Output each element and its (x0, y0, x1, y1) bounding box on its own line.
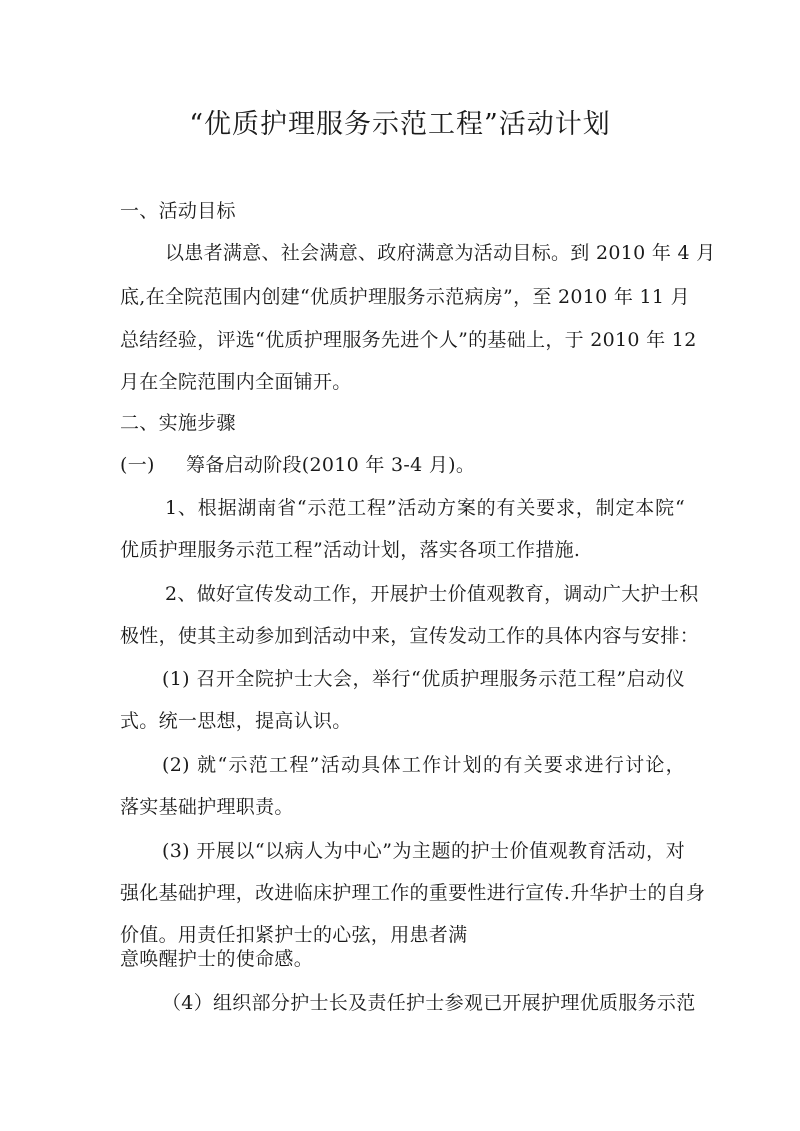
paragraph-line: 优质护理服务示范工程”活动计划，落实各项工作措施. (120, 539, 581, 561)
paragraph-line: (3) 开展以“以病人为中心”为主题的护士价值观教育活动，对 (162, 840, 685, 862)
paragraph-line: 以患者满意、社会满意、政府满意为活动目标。到 2010 年 4 月 (165, 242, 716, 264)
document-title: “优质护理服务示范工程”活动计划 (189, 109, 611, 140)
paragraph-line: 月在全院范围内全面铺开。 (120, 371, 352, 393)
stage-label: (一) (120, 454, 155, 476)
paragraph-line: （4）组织部分护士长及责任护士参观已开展护理优质服务示范 (162, 992, 696, 1014)
paragraph-line: 极性，使其主动参加到活动中来，宣传发动工作的具体内容与安排： (120, 625, 700, 647)
paragraph-line: 强化基础护理，改进临床护理工作的重要性进行宣传.升华护士的自身 (120, 882, 706, 904)
paragraph-line: 式。统一思想，提高认识。 (120, 710, 352, 732)
paragraph-line: (1) 召开全院护士大会，举行“优质护理服务示范工程”启动仪 (162, 668, 685, 690)
section-heading-goal: 一、活动目标 (120, 200, 236, 222)
paragraph-line: 底,在全院范围内创建“优质护理服务示范病房”，至 2010 年 11 月 (120, 286, 690, 308)
paragraph-line: 意唤醒护士的使命感。 (120, 948, 314, 970)
paragraph-line: (2) 就“示范工程”活动具体工作计划的有关要求进行讨论， (162, 754, 685, 776)
stage-text: 筹备启动阶段(2010 年 3-4 月)。 (186, 454, 476, 476)
section-heading-steps: 二、实施步骤 (120, 412, 236, 434)
paragraph-line: 落实基础护理职责。 (120, 796, 294, 818)
paragraph-line: 总结经验，评选“优质护理服务先进个人”的基础上，于 2010 年 12 (120, 329, 697, 351)
paragraph-line: 2、做好宣传发动工作，开展护士价值观教育，调动广大护士积 (165, 583, 699, 605)
paragraph-line: 1、根据湖南省“示范工程”活动方案的有关要求，制定本院“ (165, 497, 685, 519)
paragraph-line: 价值。用责任扣紧护士的心弦，用患者满 (120, 924, 468, 946)
